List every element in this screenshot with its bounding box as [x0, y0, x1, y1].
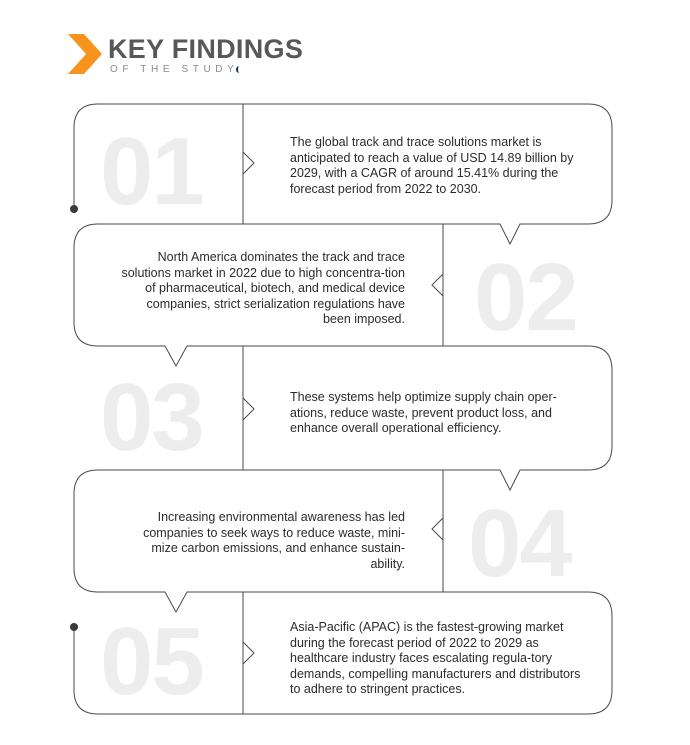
- page-title: KEY FINDINGS: [108, 34, 304, 64]
- finding-number-01: 01: [100, 118, 203, 225]
- finding-text-02: North America dominates the track and trace solutions market in 2022 due to high concentra-tion of pharmaceutical, biotech, and medical device companies, strict serialization regulations have been imposed.: [121, 250, 405, 326]
- finding-number-04: 04: [468, 490, 571, 597]
- finding-number-02: 02: [474, 244, 577, 351]
- end-dot: [70, 623, 78, 631]
- finding-text-05: Asia-Pacific (APAC) is the fastest-growing market during the forecast period of 2022 to 2029 as healthcare industry faces escalating regula-tory demands, compelling manufacturers and distributors to adhere to stringent practices.: [290, 620, 581, 696]
- notch-05: [243, 642, 254, 664]
- finding-text-03: These systems help optimize supply chain oper-ations, reduce waste, prevent product loss, and enhance overall operational efficiency.: [290, 390, 557, 435]
- page-subtitle: OF THE STUDY: [110, 64, 243, 75]
- notch-04: [432, 518, 443, 540]
- notch-03: [243, 398, 254, 420]
- finding-number-05: 05: [100, 608, 203, 715]
- finding-number-03: 03: [100, 364, 203, 471]
- notch-01: [243, 152, 254, 174]
- finding-text-01: The global track and trace solutions market is anticipated to reach a value of USD 14.89 billion by 2029, with a CAGR of around 15.41% during the forecast period from 2022 to 2030.: [290, 135, 574, 196]
- finding-text-04: Increasing environmental awareness has led companies to seek ways to reduce waste, mini-mize carbon emissions, and enhance sustain-ability.: [143, 510, 405, 571]
- notch-02: [432, 274, 443, 296]
- start-dot: [70, 205, 78, 213]
